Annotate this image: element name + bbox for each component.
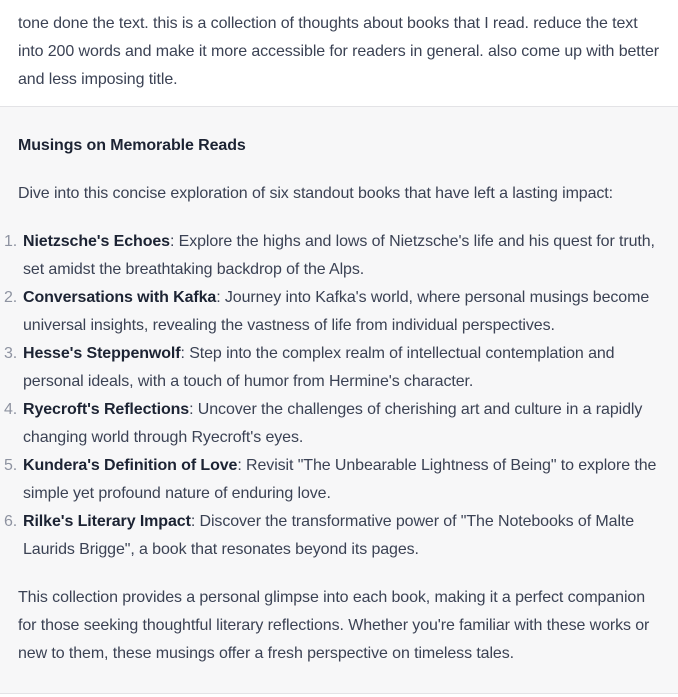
list-item-text bbox=[23, 396, 662, 452]
list-item-text bbox=[23, 284, 662, 340]
book-title: Ryecroft's Reflections bbox=[23, 401, 190, 418]
list-number: 2. bbox=[4, 289, 18, 306]
list-item bbox=[4, 508, 662, 564]
book-title: Kundera's Definition of Love bbox=[23, 457, 238, 474]
list-item bbox=[4, 452, 662, 508]
list-item-text bbox=[23, 452, 662, 508]
response-intro: Dive into this concise exploration of six standout books that have left a lasting impact: bbox=[18, 185, 613, 202]
list-number: 3. bbox=[4, 345, 18, 362]
book-description: : Uncover the challenges of cherishing art and culture in a rapidly changing world through Ryecroft's eyes. bbox=[23, 401, 643, 446]
list-item bbox=[4, 228, 662, 284]
response-title: Musings on Memorable Reads bbox=[18, 137, 246, 154]
list-item-text bbox=[23, 228, 662, 284]
list-number: 5. bbox=[4, 457, 18, 474]
list-item-text bbox=[23, 340, 662, 396]
book-title: Nietzsche's Echoes bbox=[23, 233, 170, 250]
book-description: : Explore the highs and lows of Nietzsche's life and his quest for truth, set amidst the breathtaking backdrop of the Alps. bbox=[23, 233, 655, 278]
list-item bbox=[4, 340, 662, 396]
user-message-text: tone done the text. this is a collection of thoughts about books that I read. reduce the text into 200 words and make it more accessible for readers in general. also come up with better and less imposing title. bbox=[18, 15, 660, 88]
list-item bbox=[4, 396, 662, 452]
list-number: 1. bbox=[4, 233, 18, 250]
book-title: Hesse's Steppenwolf bbox=[23, 345, 181, 362]
list-number: 4. bbox=[4, 401, 18, 418]
book-description: : Discover the transformative power of "The Notebooks of Malte Laurids Brigge", a book that resonates beyond its pages. bbox=[23, 513, 635, 558]
list-item bbox=[4, 284, 662, 340]
book-description: : Step into the complex realm of intellectual contemplation and personal ideals, with a touch of humor from Hermine's character. bbox=[23, 345, 615, 390]
book-description: : Journey into Kafka's world, where personal musings become universal insights, revealing the vastness of life from individual perspectives. bbox=[23, 289, 650, 334]
book-description: : Revisit "The Unbearable Lightness of Being" to explore the simple yet profound nature of enduring love. bbox=[23, 457, 657, 502]
user-message bbox=[0, 0, 678, 107]
book-title: Conversations with Kafka bbox=[23, 289, 217, 306]
response-outro: This collection provides a personal glimpse into each book, making it a perfect companion for those seeking thoughtful literary reflections. Whether you're familiar with these works or new to them, these musings offer a fresh perspective on timeless tales. bbox=[18, 589, 650, 662]
book-title: Rilke's Literary Impact bbox=[23, 513, 191, 530]
assistant-message bbox=[0, 107, 678, 694]
list-number: 6. bbox=[4, 513, 18, 530]
book-list bbox=[4, 228, 662, 564]
list-item-text bbox=[23, 508, 662, 564]
